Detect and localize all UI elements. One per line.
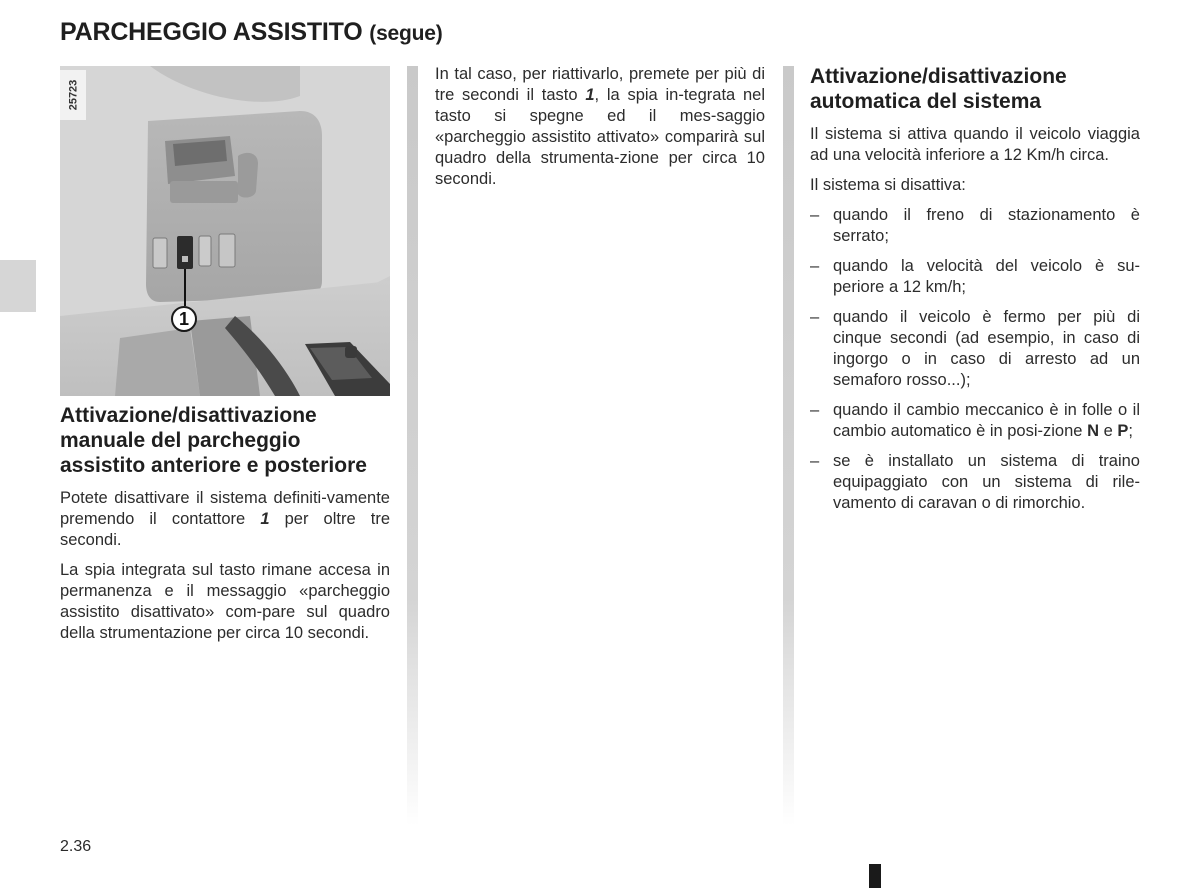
deactivation-list xyxy=(810,205,1140,514)
column-divider-left xyxy=(407,66,418,826)
page-title-suffix: (segue) xyxy=(369,22,443,45)
page-title-main: PARCHEGGIO ASSISTITO xyxy=(60,18,363,46)
manual-section-heading: Attivazione/disattivazione manuale del parcheggio assistito anteriore e posteriore xyxy=(60,404,367,477)
right-column xyxy=(810,64,1140,523)
chapter-tab xyxy=(0,260,36,312)
left-column xyxy=(60,403,390,653)
key-reference-1: 1 xyxy=(585,86,595,104)
gear-p: P xyxy=(1117,422,1129,440)
middle-column xyxy=(435,64,765,199)
paragraph: Potete disattivare il sistema definiti-vamente premendo il contattore 1 per oltre tre secondi. xyxy=(60,489,390,549)
gear-n: N xyxy=(1087,422,1099,440)
list-item: – quando il veicolo è fermo per più di cinque secondi (ad esempio, in caso di ingorgo o in caso di arresto ad un semaforo rosso...); xyxy=(810,307,1140,391)
page-number: 2.36 xyxy=(60,838,92,855)
corner-mark xyxy=(869,864,881,888)
figure-code: 25723 xyxy=(60,70,86,120)
callout-1: 1 xyxy=(171,306,197,332)
paragraph: Il sistema si disattiva: xyxy=(810,176,966,194)
list-item: – se è installato un sistema di traino equipaggiato con un sistema di rile-vamento di caravan o di rimorchio. xyxy=(810,451,1140,514)
paragraph: In tal caso, per riattivarlo, premete per più di tre secondi il tasto 1, la spia in-tegrata nel tasto si spegne ed il mes-saggio «parcheggio assistito attivato» comparirà sul quadro della strumenta-zione per circa 10 secondi. xyxy=(435,65,765,188)
key-reference-1: 1 xyxy=(260,510,270,528)
paragraph: Il sistema si attiva quando il veicolo viaggia ad una velocità inferiore a 12 Km/h circa. xyxy=(810,125,1140,164)
automatic-section-heading: Attivazione/disattivazione automatica del sistema xyxy=(810,65,1067,113)
list-item: – quando il cambio meccanico è in folle o il cambio automatico è in posi-zione N e P; xyxy=(810,400,1140,442)
dashboard-switch-photo xyxy=(60,66,390,396)
list-item: – quando il freno di stazionamento è serrato; xyxy=(810,205,1140,247)
column-divider-right xyxy=(783,66,794,826)
paragraph: La spia integrata sul tasto rimane accesa in permanenza e il messaggio «parcheggio assistito disattivato» com-pare sul quadro della strumentazione per circa 10 secondi. xyxy=(60,561,390,642)
page-title xyxy=(60,18,443,47)
list-item: – quando la velocità del veicolo è su-periore a 12 km/h; xyxy=(810,256,1140,298)
